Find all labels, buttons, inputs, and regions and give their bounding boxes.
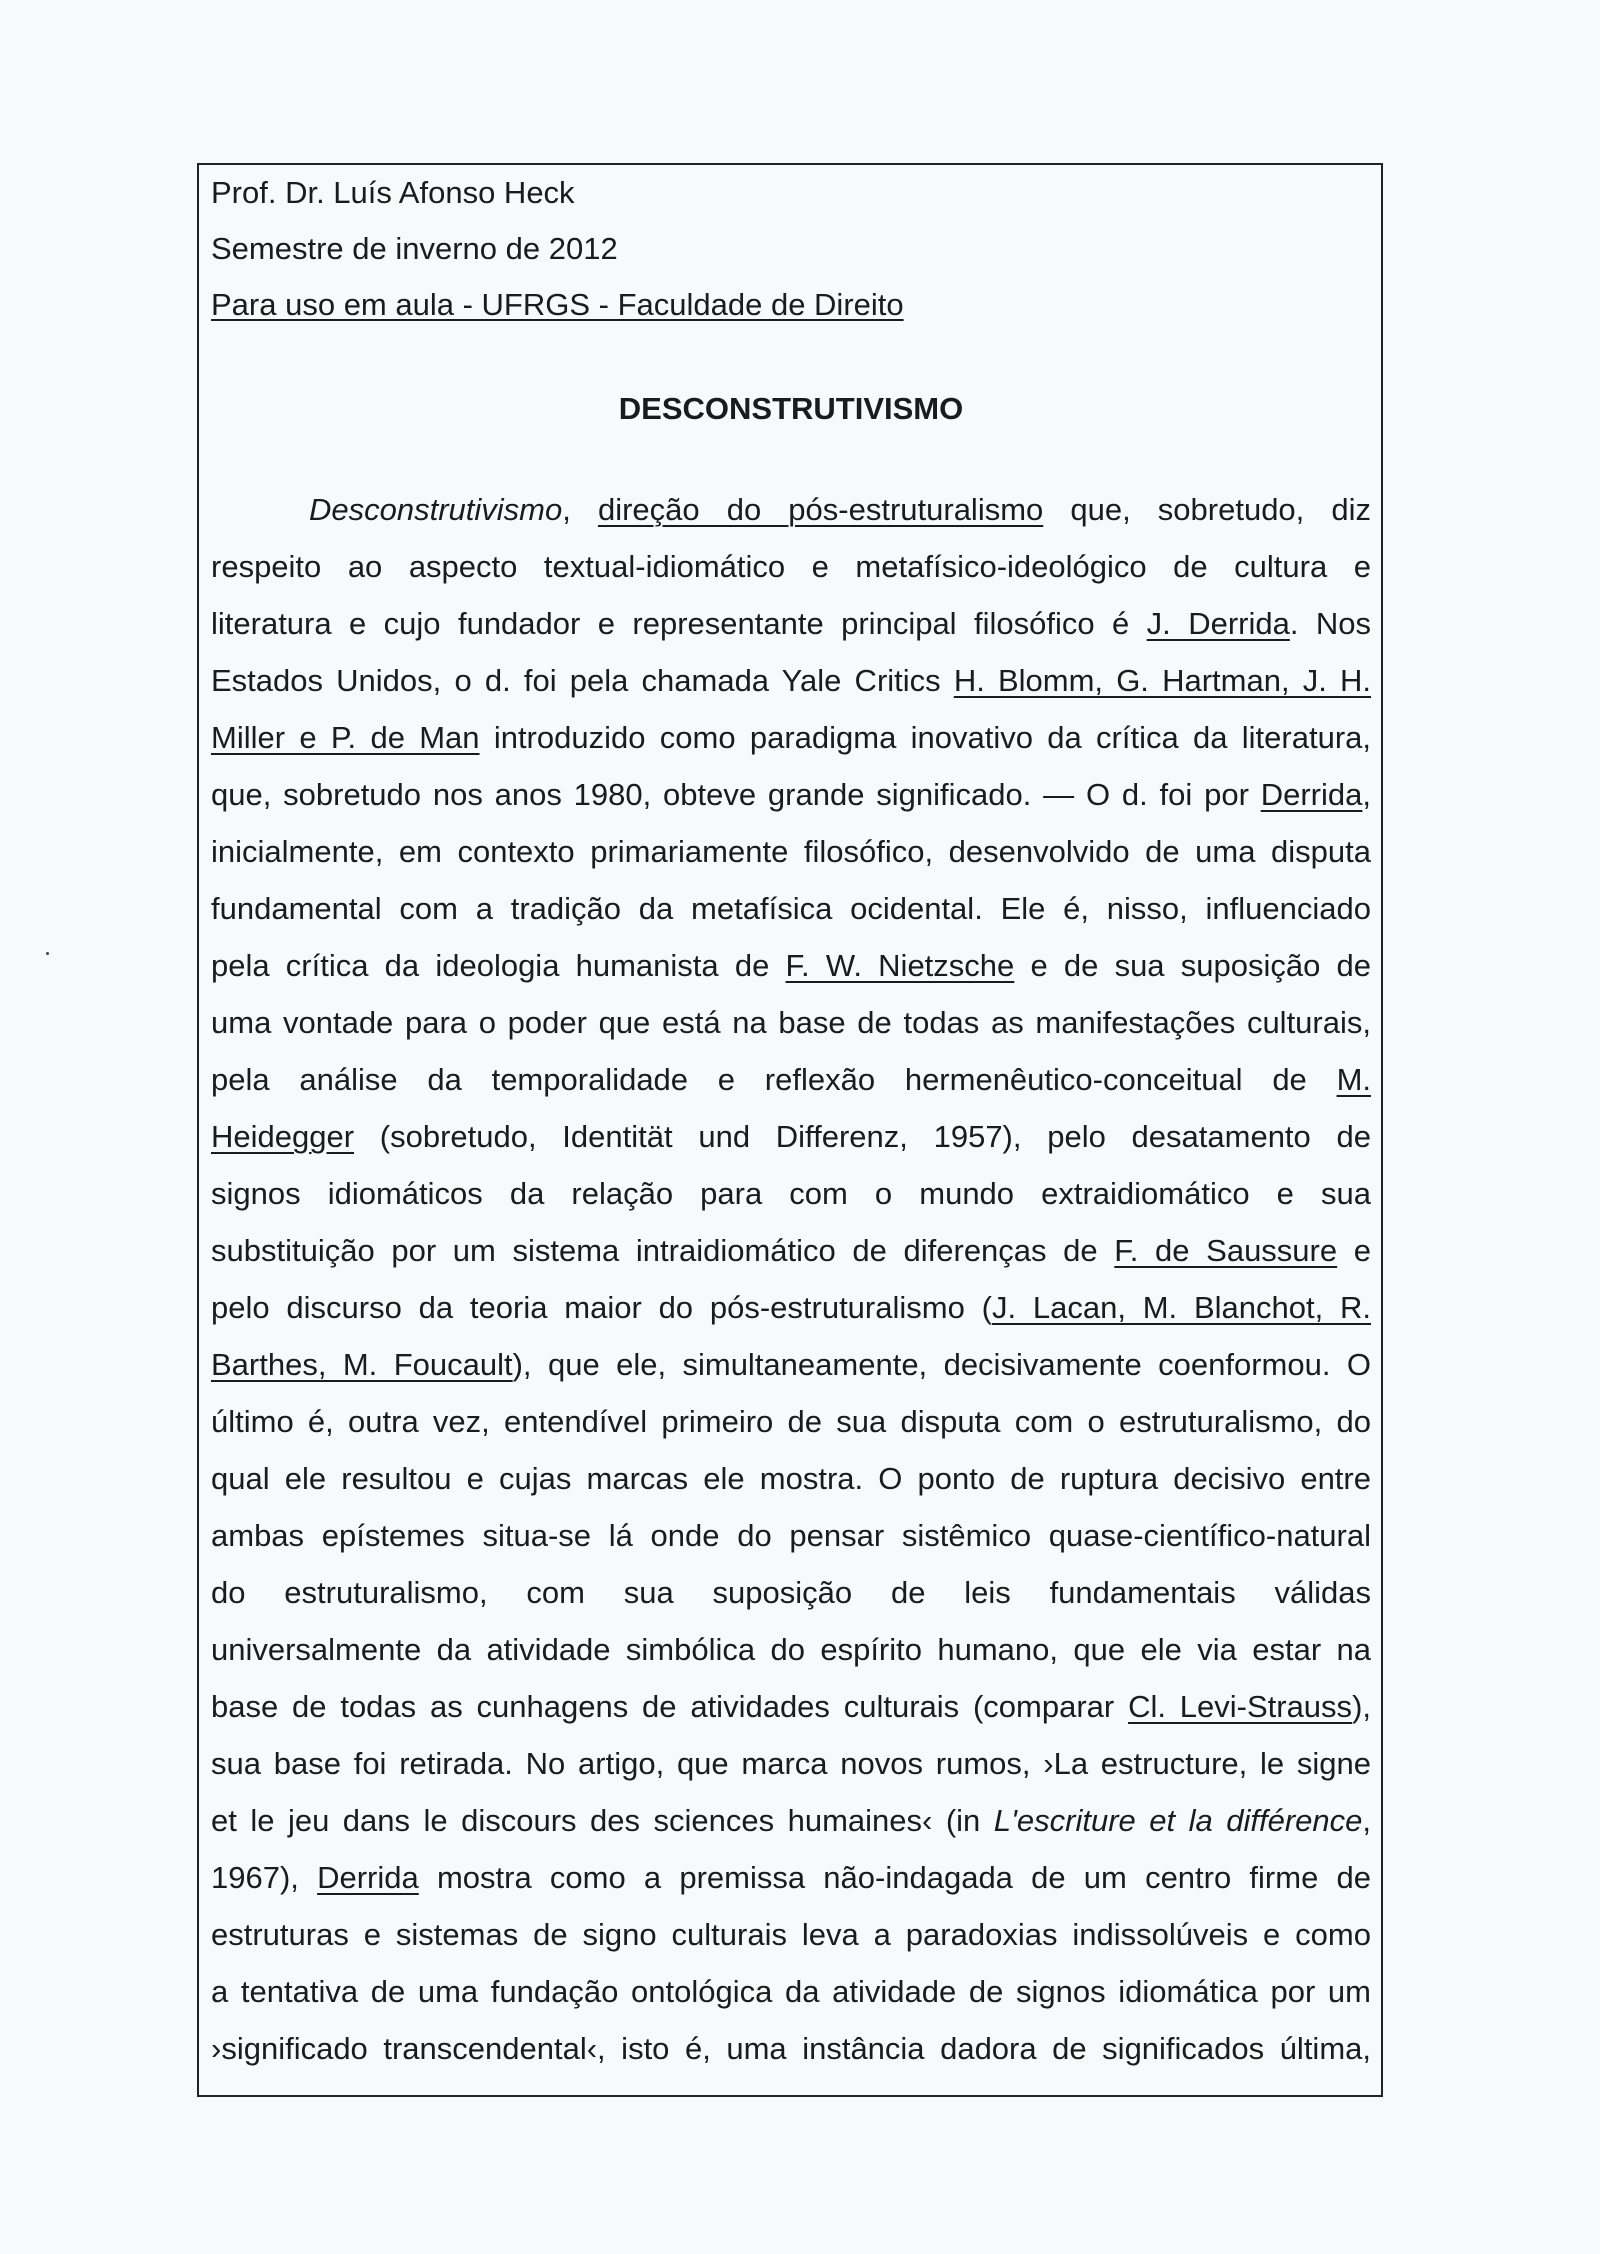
text-line: a tentativa de uma fundação ontológica da atividade de signos idiomática por um	[211, 1974, 1371, 2009]
text-span: et le jeu dans le discours des sciences humaines‹ (in	[211, 1803, 994, 1838]
body-paragraph	[211, 481, 1371, 2077]
text-span: Estados Unidos, o d. foi pela chamada Yale Critics	[211, 663, 954, 698]
text-line	[211, 937, 1371, 994]
text-line: fundamental com a tradição da metafísica ocidental. Ele é, nisso, influenciado	[211, 891, 1371, 926]
text-span: base de todas as cunhagens de atividades culturais (comparar	[211, 1689, 1129, 1724]
text-span: . Nos	[1289, 606, 1371, 641]
text-line	[211, 1792, 1371, 1849]
text-line	[211, 595, 1371, 652]
text-line: ›significado transcendental‹, isto é, uma instância dadora de significados última,	[211, 2031, 1371, 2066]
text-span: ,	[562, 492, 571, 527]
reference-link: M.	[1336, 1062, 1371, 1097]
text-line: último é, outra vez, entendível primeiro de sua disputa com o estruturalismo, do	[211, 1404, 1371, 1439]
author-line: Prof. Dr. Luís Afonso Heck	[211, 175, 575, 210]
text-span: e	[1337, 1233, 1371, 1268]
text-span: pelo discurso da teoria maior do pós-estruturalismo (	[211, 1290, 992, 1325]
text-line	[211, 1336, 1371, 1393]
text-span: pela crítica da ideologia humanista de	[211, 948, 786, 983]
text-line	[211, 1678, 1371, 1735]
reference-link: J. Lacan, M. Blanchot, R.	[991, 1290, 1371, 1325]
semester-line: Semestre de inverno de 2012	[211, 231, 618, 266]
text-span: (sobretudo, Identität und Differenz, 1957), pelo desatamento de	[354, 1119, 1371, 1154]
text-line	[211, 1279, 1371, 1336]
document-frame	[197, 163, 1383, 2097]
scan-speck	[46, 952, 49, 955]
text-line: do estruturalismo, com sua suposição de leis fundamentais válidas	[211, 1575, 1371, 1610]
text-span: mostra como a premissa não-indagada de um centro firme de	[418, 1860, 1371, 1895]
reference-link: Cl. Levi-Strauss	[1128, 1689, 1353, 1724]
text-span: que, sobretudo nos anos 1980, obteve grande significado. — O d. foi por	[211, 777, 1261, 812]
reference-link: Barthes, M. Foucault	[211, 1347, 513, 1382]
text-line	[211, 652, 1371, 709]
text-line: inicialmente, em contexto primariamente filosófico, desenvolvido de uma disputa	[211, 834, 1371, 869]
reference-link: Derrida	[317, 1860, 419, 1895]
text-line	[211, 709, 1371, 766]
text-line	[211, 481, 1371, 538]
text-line	[211, 1849, 1371, 1906]
usage-line: Para uso em aula - UFRGS - Faculdade de Direito	[211, 287, 904, 322]
text-span: introduzido como paradigma inovativo da crítica da literatura,	[479, 720, 1371, 755]
text-line	[211, 766, 1371, 823]
text-line: universalmente da atividade simbólica do espírito humano, que ele via estar na	[211, 1632, 1371, 1667]
text-line: sua base foi retirada. No artigo, que marca novos rumos, ›La estructure, le signe	[211, 1746, 1371, 1781]
page-title: DESCONSTRUTIVISMO	[618, 391, 964, 426]
text-span: ,	[1362, 777, 1371, 812]
text-span: e de sua suposição de	[1014, 948, 1371, 983]
text-span: 1967),	[211, 1860, 318, 1895]
text-line: qual ele resultou e cujas marcas ele mostra. O ponto de ruptura decisivo entre	[211, 1461, 1371, 1496]
text-line	[211, 1108, 1371, 1165]
title-italic: L'escriture et la différence	[993, 1803, 1363, 1838]
reference-link: Heidegger	[211, 1119, 355, 1154]
text-line	[211, 1222, 1371, 1279]
text-line: ambas epístemes situa-se lá onde do pensar sistêmico quase-científico-natural	[211, 1518, 1371, 1553]
text-span: ,	[1362, 1803, 1371, 1838]
reference-link: H. Blomm, G. Hartman, J. H.	[953, 663, 1371, 698]
text-span: ),	[1352, 1689, 1371, 1724]
text-line: signos idiomáticos da relação para com o mundo extraidiomático e sua	[211, 1176, 1371, 1211]
text-span: que, sobretudo, diz	[1043, 492, 1371, 527]
text-line: estruturas e sistemas de signo culturais leva a paradoxias indissolúveis e como	[211, 1917, 1371, 1952]
reference-link: Miller e P. de Man	[211, 720, 480, 755]
reference-link: J. Derrida	[1146, 606, 1290, 641]
text-span: substituição por um sistema intraidiomático de diferenças de	[211, 1233, 1115, 1268]
reference-link: Derrida	[1260, 777, 1363, 812]
reference-link: direção do pós-estruturalismo	[597, 492, 1044, 527]
text-span: ), que ele, simultaneamente, decisivamente coenformou. O	[512, 1347, 1371, 1382]
term-italic: Desconstrutivismo	[309, 492, 563, 527]
text-line	[211, 1051, 1371, 1108]
text-span: pela análise da temporalidade e reflexão hermenêutico-conceitual de	[211, 1062, 1337, 1097]
text-span: literatura e cujo fundador e representante principal filosófico é	[211, 606, 1147, 641]
text-line: uma vontade para o poder que está na base de todas as manifestações culturais,	[211, 1005, 1371, 1040]
reference-link: F. W. Nietzsche	[785, 948, 1015, 983]
text-line: respeito ao aspecto textual-idiomático e metafísico-ideológico de cultura e	[211, 549, 1371, 584]
reference-link: F. de Saussure	[1114, 1233, 1338, 1268]
